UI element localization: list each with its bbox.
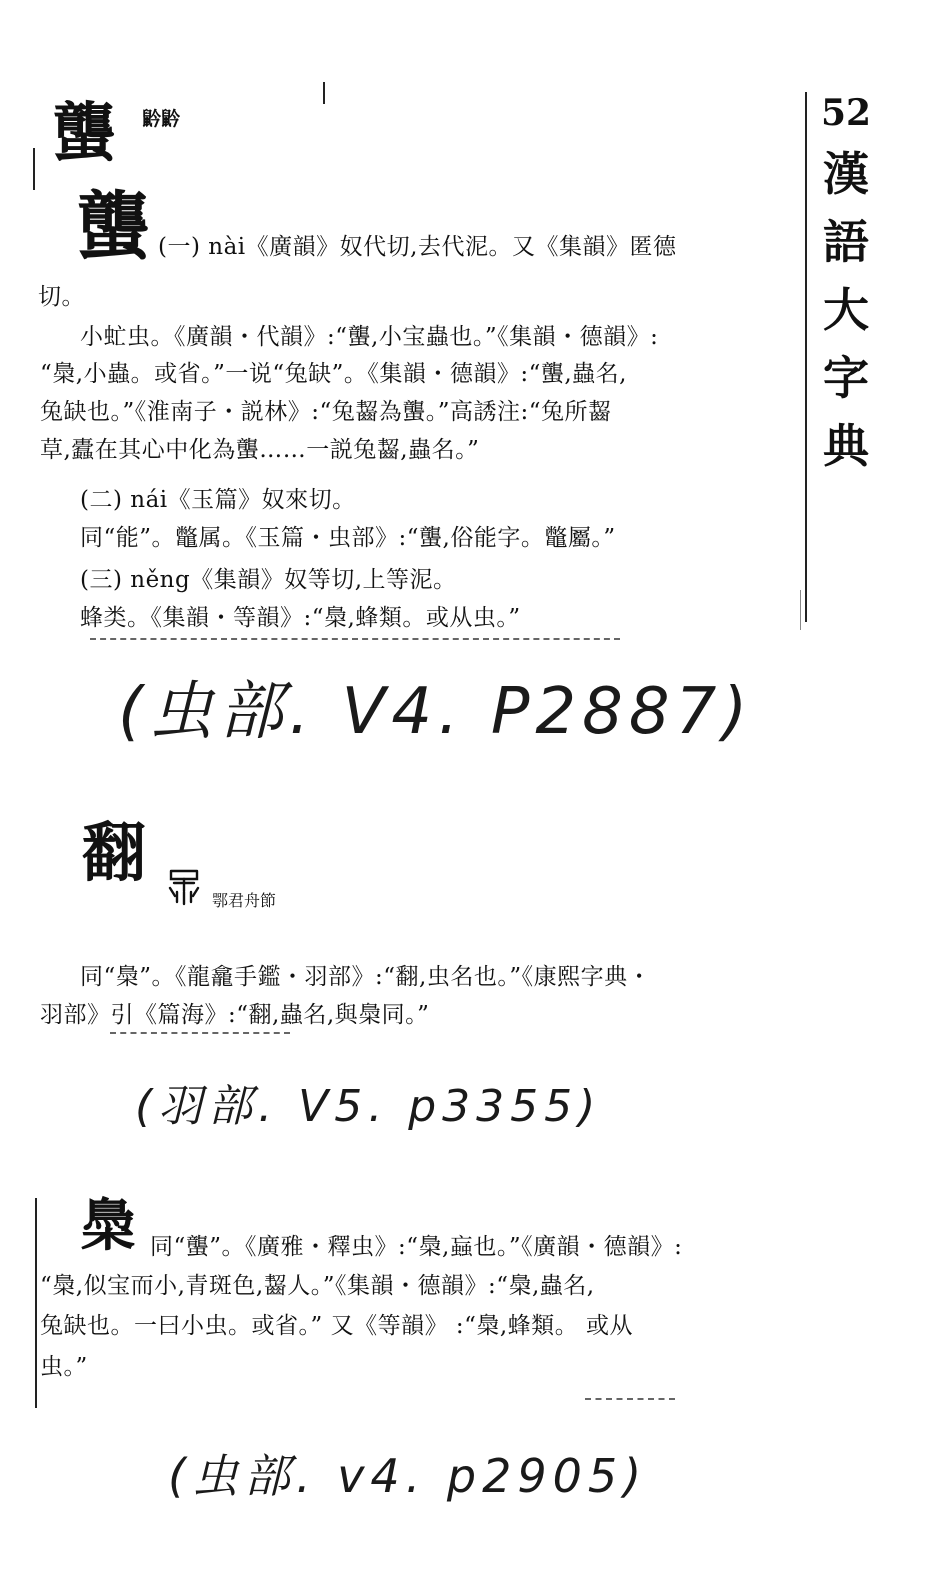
entry3-head-main: 䲷 xyxy=(80,1193,136,1259)
entry1-line: (二) nái《玉篇》奴來切。 xyxy=(80,487,356,513)
entry1-right-rule xyxy=(800,590,801,630)
page-number: 52 xyxy=(820,92,872,134)
entry1-head-main: 蠪 xyxy=(76,184,150,270)
entry2-head-main: 翻 xyxy=(82,816,146,891)
entry2-handwritten-note: (羽部. V5. p3355) xyxy=(135,1081,602,1132)
side-title xyxy=(814,92,878,480)
side-title-char: 漢 xyxy=(823,147,869,201)
entry1-bottom-dash xyxy=(90,638,620,640)
entry3-line: “䲷,似宝而小,青斑色,齧人。”《集韻・德韻》:“䲷,蟲名, xyxy=(40,1273,595,1299)
entry1-line: (一) nài《廣韻》奴代切,去代泥。又《集韻》匿德 xyxy=(158,234,677,260)
left-margin-rule-1 xyxy=(33,148,35,190)
entry1-line: 小虻虫。《廣韻・代韻》:“蠪,小宝蟲也。”《集韻・德韻》: xyxy=(80,324,659,350)
side-title-char: 語 xyxy=(823,215,869,269)
seal-script-glyph xyxy=(166,866,202,906)
entry1-handwritten-note: (虫部. V4. P2887) xyxy=(118,675,754,749)
entry2-seal-label: 鄂君舟節 xyxy=(212,891,277,910)
top-tick-rule xyxy=(323,82,325,104)
entry2-bottom-dash xyxy=(110,1032,290,1034)
entry2-line: 同“䲷”。《龍龕手鑑・羽部》:“翻,虫名也。”《康熙字典・ xyxy=(80,964,652,990)
entry3-line: 同“蠪”。《廣雅・釋虫》:“䲷,蝱也。”《廣韻・德韻》: xyxy=(150,1234,683,1260)
entry1-line: “䲷,小蟲。或省。”一说“兔缺”。《集韻・德韻》:“蠪,蟲名, xyxy=(40,361,627,387)
entry2-line: 羽部》引《篇海》:“翻,蟲名,與䲷同。” xyxy=(40,1002,430,1028)
entry1-line: 蜂类。《集韻・等韻》:“䲷,蜂類。或从虫。” xyxy=(80,605,521,631)
entry3-line: 兔缺也。一曰小虫。或省。” 又《等韻》 :“䲷,蜂類。 或从 xyxy=(40,1313,634,1339)
entry1-variant-forms: 䶃䶃 xyxy=(142,108,181,130)
entry1-line: (三) něng《集韻》奴等切,上等泥。 xyxy=(80,567,457,593)
entry1-line: 切。 xyxy=(38,284,85,310)
entry1-line: 草,蠹在其心中化為蠪……一説兔齧,蟲名。” xyxy=(40,437,480,463)
side-title-char: 典 xyxy=(823,419,869,473)
entry3-handwritten-note: (虫部. v4. p2905) xyxy=(168,1449,648,1503)
left-margin-rule-3 xyxy=(35,1198,37,1408)
side-title-char: 字 xyxy=(823,351,869,405)
entry1-line: 同“能”。鼈属。《玉篇・虫部》:“蠪,俗能字。鼈屬。” xyxy=(80,525,616,551)
entry1-head-small: 蠪 xyxy=(52,96,116,171)
side-title-char: 大 xyxy=(823,283,869,337)
side-divider-rule xyxy=(805,92,807,622)
entry1-line: 兔缺也。”《淮南子・説林》:“兔齧為蠪。”高誘注:“兔所齧 xyxy=(40,399,612,425)
entry3-line: 虫。” xyxy=(40,1354,88,1380)
entry3-bottom-dash xyxy=(585,1398,675,1400)
